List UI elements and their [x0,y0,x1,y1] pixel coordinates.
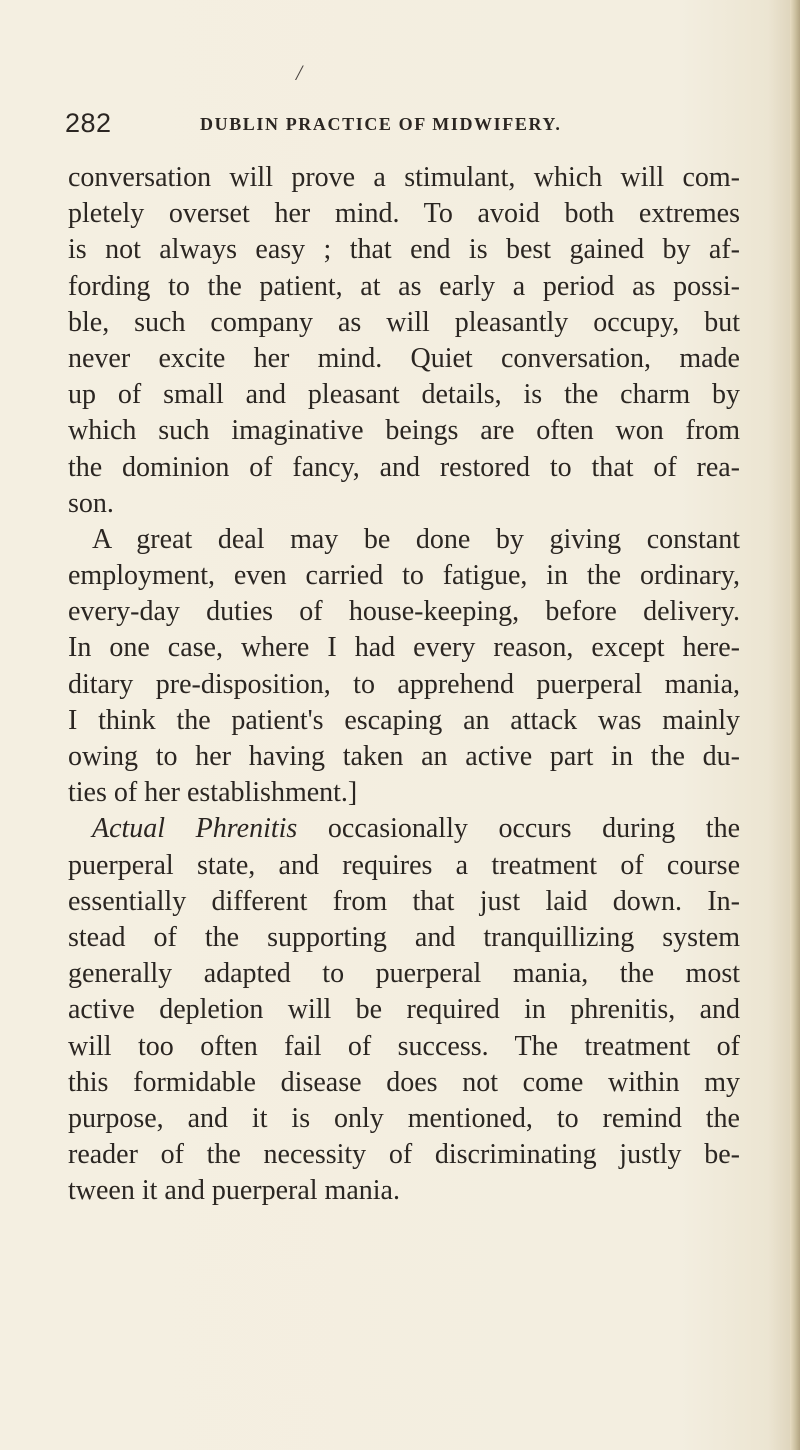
text-line: the dominion of fancy, and restored to that of rea- [68,451,740,483]
text-line: generally adapted to puerperal mania, the most [68,958,740,990]
text-line: stead of the supporting and tranquillizing system [68,921,740,953]
text-line: up of small and pleasant details, is the charm by [68,379,740,411]
text-line: every-day duties of house-keeping, before delivery. [68,596,740,628]
text-line: tween it and puerperal mania. [68,1175,400,1207]
text-line: this formidable disease does not come within my [68,1066,740,1098]
italic-term: Actual Phrenitis [92,813,298,845]
stray-mark: / [296,60,303,85]
page-edge [790,0,800,1450]
text-line: active depletion will be required in phrenitis, and [68,994,740,1026]
text-line: reader of the necessity of discriminating justly be- [68,1139,740,1171]
page-number: 282 [65,108,112,138]
text-line: puerperal state, and requires a treatment of course [68,849,740,881]
text-line: which such imaginative beings are often won from [68,415,740,447]
text-line: ble, such company as will pleasantly occupy, but [68,306,740,338]
text-line: pletely overset her mind. To avoid both extremes [68,198,740,230]
text-line [68,811,740,847]
text-line: A great deal may be done by giving constant [92,523,740,555]
text-line: In one case, where I had every reason, except here- [68,632,740,664]
text-line: employment, even carried to fatigue, in the ordinary, [68,560,740,592]
body-text [68,160,740,1209]
running-head: DUBLIN PRACTICE OF MIDWIFERY. [200,114,562,134]
text-line: owing to her having taken an active part in the du- [68,741,740,772]
text-line: will too often fail of success. The treatment of [68,1030,740,1062]
text-line: essentially different from that just laid down. In- [68,885,740,917]
text-line: never excite her mind. Quiet conversation, made [68,342,740,374]
text-line-rest: occasionally occurs during the [327,813,741,845]
text-line: is not always easy ; that end is best gained by af- [68,234,740,266]
text-line: purpose, and it is only mentioned, to remind the [68,1102,740,1134]
text-line: ditary pre-disposition, to apprehend puerperal mania, [68,668,740,700]
text-line: I think the patient's escaping an attack was mainly [68,704,740,736]
text-line: son. [68,487,114,519]
page-header [65,108,745,144]
text-line: conversation will prove a stimulant, which will com- [68,162,740,193]
text-line: fording to the patient, at as early a period as possi- [68,270,740,302]
text-line: ties of her establishment.] [68,777,358,809]
